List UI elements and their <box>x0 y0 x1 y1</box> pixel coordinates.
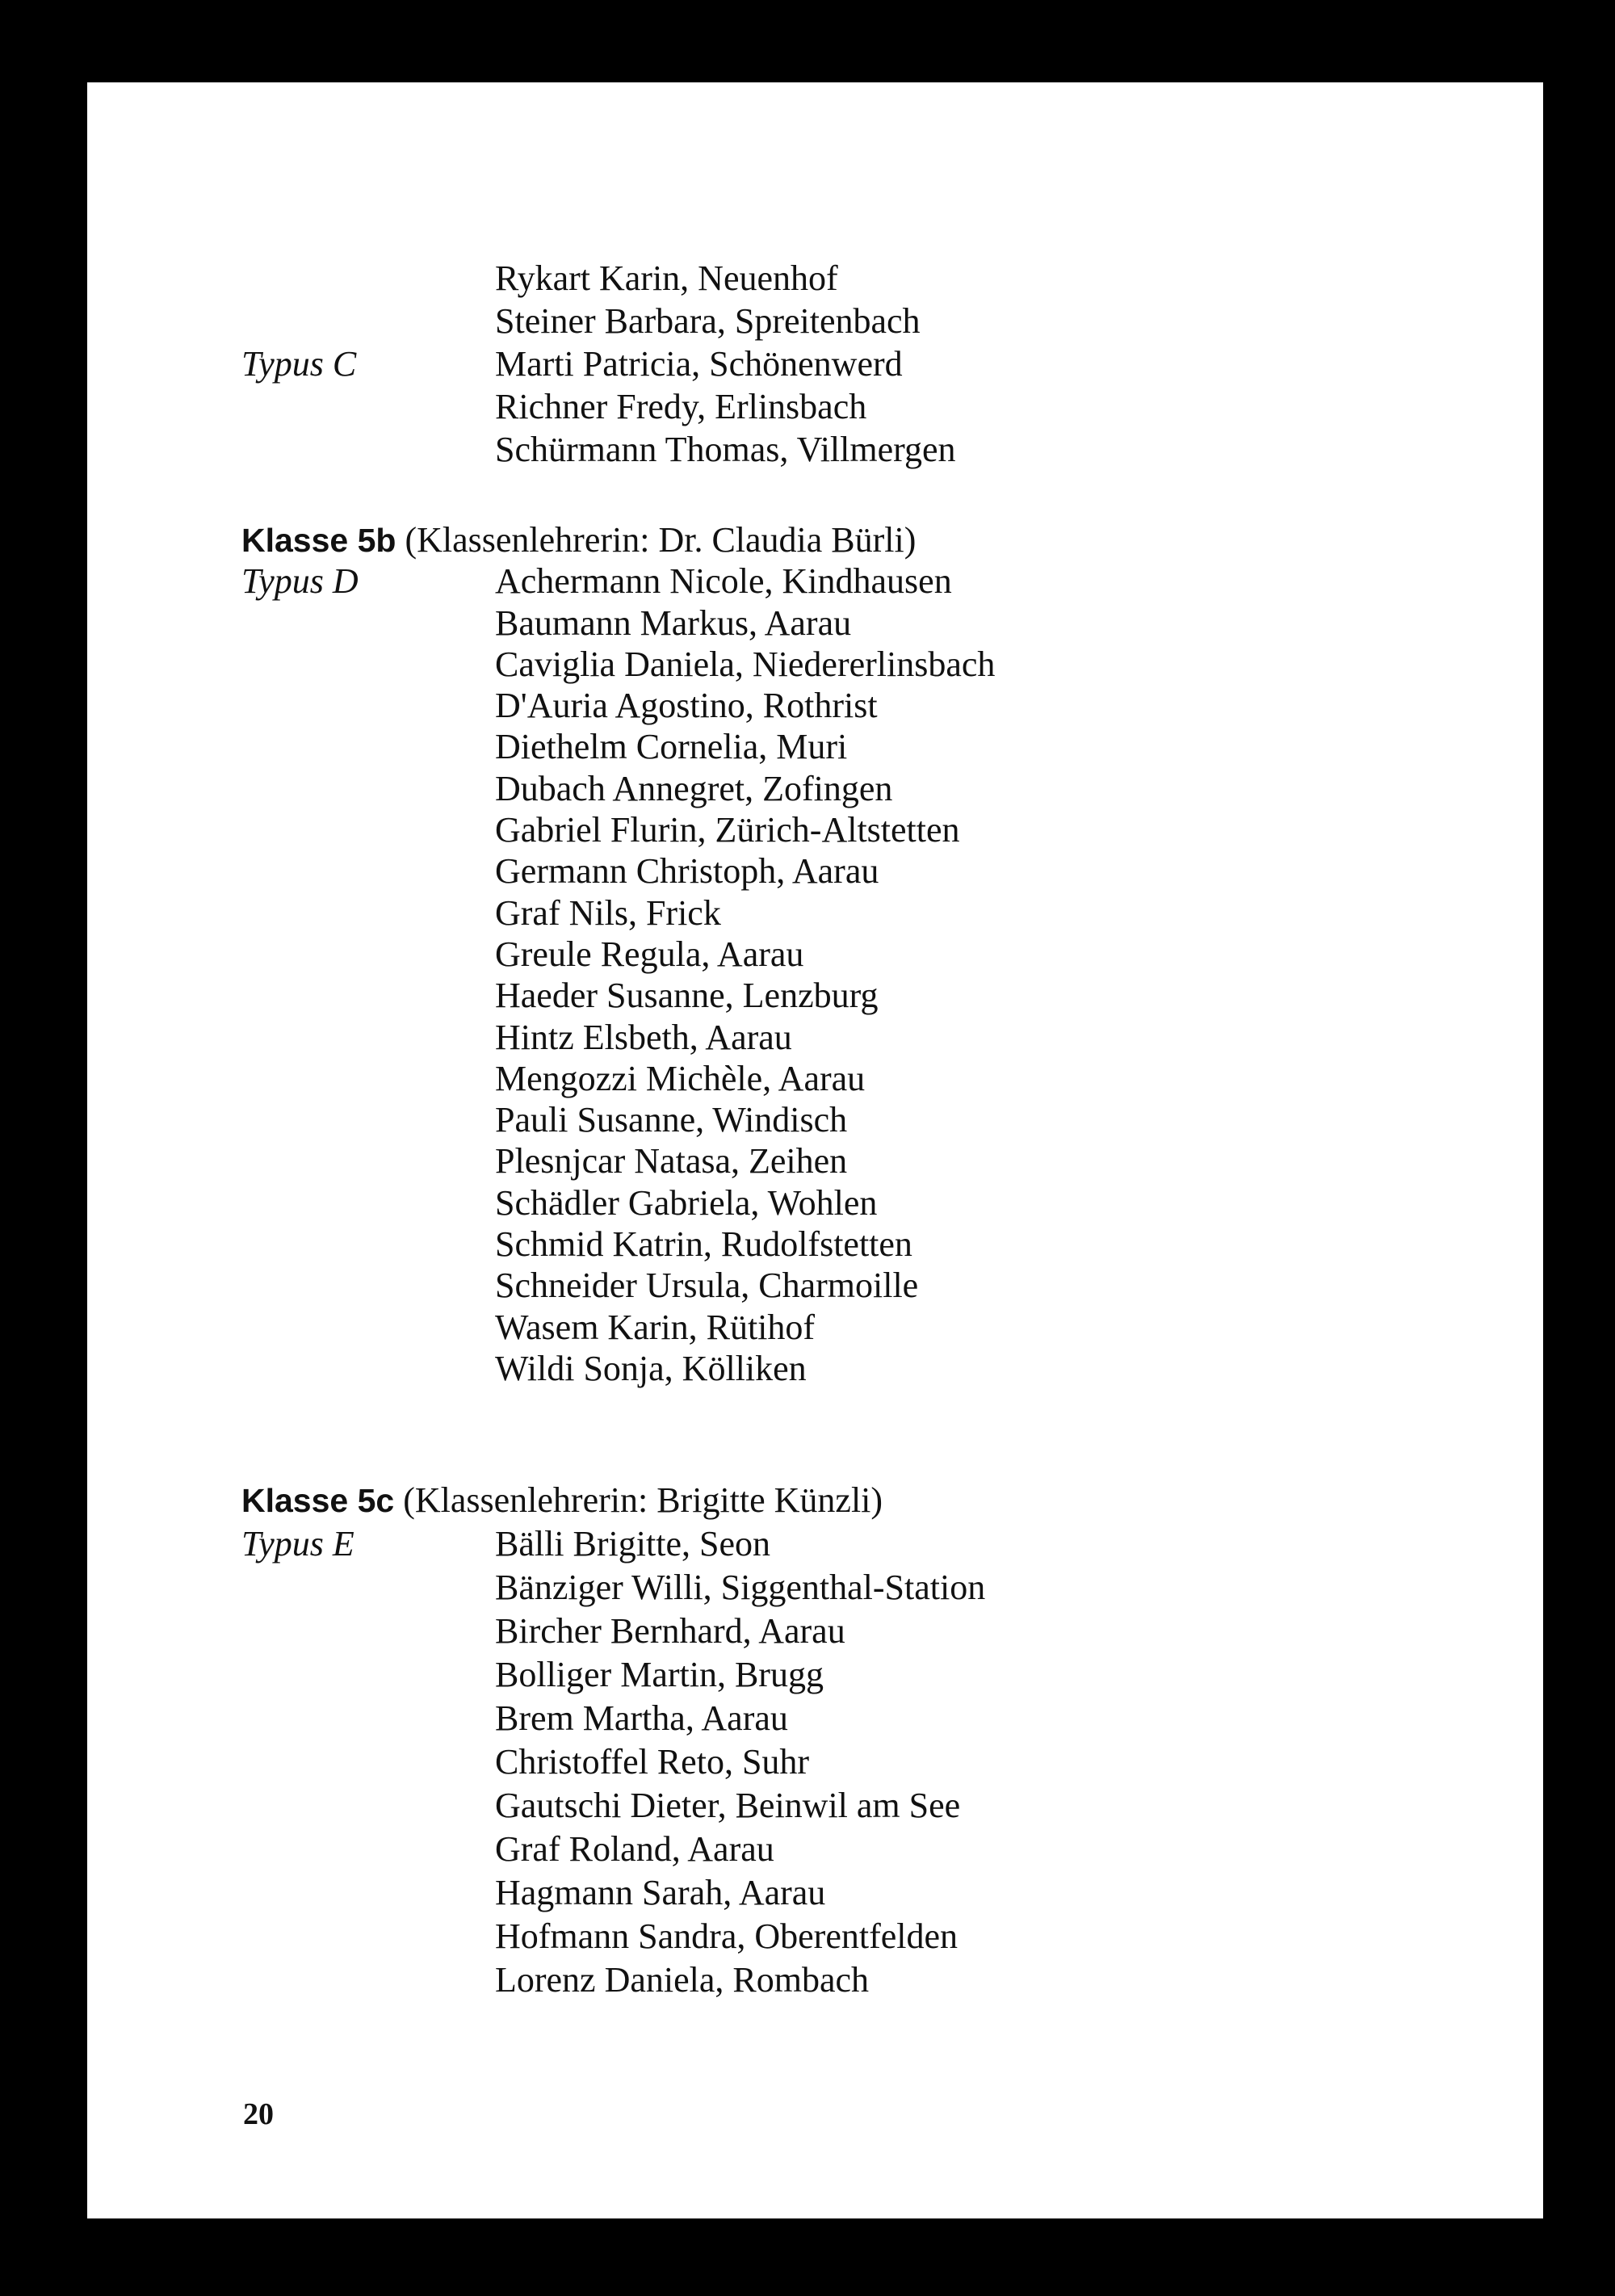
student-row <box>241 644 996 685</box>
section-klasse-5c <box>241 1479 986 2002</box>
student-row <box>241 975 916 1016</box>
student-name: Schmid Katrin, Rudolfstetten <box>495 1224 912 1265</box>
student-name: Bircher Bernhard, Aarau <box>495 1611 845 1651</box>
class-name: Klasse 5c <box>241 1482 395 1519</box>
student-row <box>241 809 960 850</box>
student-name: Hintz Elsbeth, Aarau <box>495 1017 792 1057</box>
student-row <box>241 726 916 767</box>
typus-label: Typus E <box>241 1524 354 1564</box>
student-name: Hofmann Sandra, Oberentfelden <box>495 1916 959 1956</box>
student-row <box>241 1058 916 1099</box>
student-row <box>241 602 916 644</box>
student-name: Wasem Karin, Rütihof <box>495 1307 816 1347</box>
class-teacher: (Klassenlehrerin: Dr. Claudia Bürli) <box>405 520 917 560</box>
student-name: Plesnjcar Natasa, Zeihen <box>495 1141 848 1182</box>
student-name: Gautschi Dieter, Beinwil am See <box>495 1786 961 1825</box>
student-row <box>241 1784 961 1828</box>
student-name: Mengozzi Michèle, Aarau <box>495 1058 866 1098</box>
student-name: Schürmann Thomas, Villmergen <box>495 430 956 469</box>
student-name: Germann Christoph, Aarau <box>495 851 879 892</box>
student-row <box>241 1871 883 1915</box>
student-row <box>241 768 916 809</box>
class-header <box>241 519 916 560</box>
student-name: Marti Patricia, Schönenwerd <box>495 344 903 384</box>
student-name: Greule Regula, Aarau <box>495 934 804 974</box>
student-name: Rykart Karin, Neuenhof <box>495 258 838 298</box>
student-name: D'Auria Agostino, Rothrist <box>495 686 878 726</box>
student-name: Bälli Brigitte, Seon <box>495 1524 770 1564</box>
student-row <box>241 1140 916 1182</box>
student-row <box>241 892 916 934</box>
student-row <box>241 850 916 892</box>
student-row <box>241 1697 883 1740</box>
student-row <box>241 1915 959 1958</box>
student-name: Bänziger Willi, Siggenthal-Station <box>495 1568 986 1607</box>
page-number: 20 <box>243 2097 274 2131</box>
student-name: Schneider Ursula, Charmoille <box>495 1266 919 1306</box>
student-row <box>241 685 916 726</box>
student-row <box>241 1265 919 1306</box>
student-name: Achermann Nicole, Kindhausen <box>495 561 952 602</box>
student-row <box>241 1099 916 1140</box>
student-name: Baumann Markus, Aarau <box>495 602 852 643</box>
student-row <box>241 1182 916 1224</box>
student-row <box>241 1740 883 1784</box>
student-row <box>241 934 916 975</box>
typus-label: Typus D <box>241 561 359 602</box>
class-name: Klasse 5b <box>241 522 396 559</box>
student-name: Steiner Barbara, Spreitenbach <box>495 301 921 341</box>
student-name: Dubach Annegret, Zofingen <box>495 768 893 808</box>
student-name: Schädler Gabriela, Wohlen <box>495 1182 878 1223</box>
document-page <box>87 82 1543 2218</box>
student-row <box>241 1522 883 1566</box>
class-teacher: (Klassenlehrerin: Brigitte Künzli) <box>403 1480 883 1520</box>
student-name: Haeder Susanne, Lenzburg <box>495 976 879 1016</box>
student-name: Gabriel Flurin, Zürich-Altstetten <box>495 810 960 850</box>
student-row <box>241 1566 986 1610</box>
student-name: Hagmann Sarah, Aarau <box>495 1873 826 1912</box>
student-row <box>241 560 952 602</box>
student-row <box>241 1017 916 1058</box>
student-row <box>241 1307 916 1348</box>
student-row <box>241 1348 916 1389</box>
student-name: Richner Fredy, Erlinsbach <box>495 387 867 426</box>
student-name: Diethelm Cornelia, Muri <box>495 727 848 767</box>
student-name: Pauli Susanne, Windisch <box>495 1100 848 1140</box>
student-name: Bolliger Martin, Brugg <box>495 1655 824 1694</box>
student-name: Graf Nils, Frick <box>495 892 721 933</box>
student-row <box>241 1224 916 1265</box>
student-row <box>241 1958 883 2002</box>
student-name: Christoffel Reto, Suhr <box>495 1742 810 1782</box>
student-name: Caviglia Daniela, Niedererlinsbach <box>495 644 996 684</box>
student-row <box>241 1828 883 1871</box>
section-klasse-5b <box>241 519 996 1389</box>
student-row <box>241 1653 883 1697</box>
student-row <box>241 1610 883 1653</box>
student-name: Wildi Sonja, Kölliken <box>495 1348 807 1388</box>
class-header <box>241 1479 883 1522</box>
typus-label: Typus C <box>241 344 357 384</box>
student-name: Graf Roland, Aarau <box>495 1829 774 1869</box>
student-name: Lorenz Daniela, Rombach <box>495 1960 870 2000</box>
student-name: Brem Martha, Aarau <box>495 1698 788 1738</box>
